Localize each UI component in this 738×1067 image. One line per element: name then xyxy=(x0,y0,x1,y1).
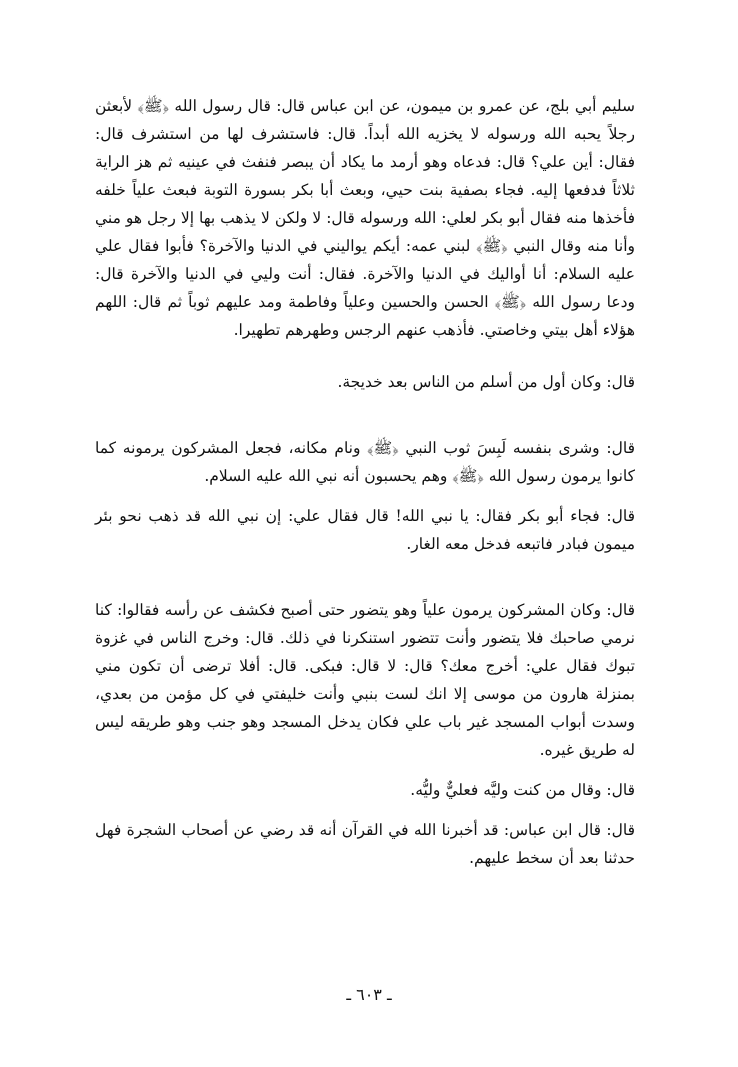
paragraph-7: قال: قال ابن عباس: قد أخبرنا الله في القرآن أنه قد رضي عن أصحاب الشجرة فهل حدثنا بعد أن سخط عليهم. xyxy=(95,821,635,867)
paragraph-1: سليم أبي بلج، عن عمرو بن ميمون، عن ابن عباس قال: قال رسول الله ﴿ﷺ﴾ لأبعثن رجلاً يحبه الله ورسوله لا يخزيه الله أبداً. قال: فاستشرف لها من استشرف قال: فقال: أين علي؟ قال: فدعاه وهو أرمد ما يكاد أن يبصر فنفث في عينيه ثم هز الراية ثلاثاً فدفعها إليه. فجاء بصفية بنت حيي، وبعث أبا بكر بسورة التوبة فبعث علياً خلفه فأخذها منه فقال أبو بكر لعلي: الله ورسوله قال: لا ولكن لا يذهب بها إلا رجل هو مني وأنا منه وقال النبي ﴿ﷺ﴾ لبني عمه: أيكم يواليني في الدنيا والآخرة؟ فأبوا فقال علي عليه السلام: أنا أواليك في الدنيا والآخرة. فقال: أنت وليي في الدنيا والآخرة قال: ودعا رسول الله ﴿ﷺ﴾ الحسن والحسين وعلياً وفاطمة ومد عليهم ثوباً ثم قال: اللهم هؤلاء أهل بيتي وخاصتي. فأذهب عنهم الرجس وطهرهم تطهيرا. xyxy=(95,97,635,339)
paragraph-6: قال: وقال من كنت وليَّه فعليٌّ وليُّه. xyxy=(410,781,635,799)
page-body xyxy=(95,92,635,872)
paragraph-4: قال: فجاء أبو بكر فقال: يا نبي الله! قال فقال علي: إن نبي الله قد ذهب نحو بئر ميمون فبادر فاتبعه فدخل معه الغار. xyxy=(95,507,635,553)
paragraph-3: قال: وشرى بنفسه لَبِسَ ثوب النبي ﴿ﷺ﴾ ونام مكانه، فجعل المشركون يرمونه كما كانوا يرمون رسول الله ﴿ﷺ﴾ وهم يحسبون أنه نبي الله عليه السلام. xyxy=(95,439,635,485)
paragraph-5: قال: وكان المشركون يرمون علياً وهو يتضور حتى أصبح فكشف عن رأسه فقالوا: كنا نرمي صاحبك فلا يتضور وأنت تتضور استنكرنا في ذلك. قال: وخرج الناس في غزوة تبوك فقال علي: أخرج معك؟ قال: لا قال: فبكى. قال: أفلا ترضى أن تكون مني بمنزلة هارون من موسى إلا انك لست بنبي وأنت خليفتي في كل مؤمن من بعدي، وسدت أبواب المسجد غير باب علي فكان يدخل المسجد وهو جنب وهو طريقه ليس له طريق غيره. xyxy=(95,601,635,759)
paragraph-2: قال: وكان أول من أسلم من الناس بعد خديجة. xyxy=(337,373,635,391)
page-number: ـ ٦٠٣ ـ xyxy=(346,985,392,1004)
